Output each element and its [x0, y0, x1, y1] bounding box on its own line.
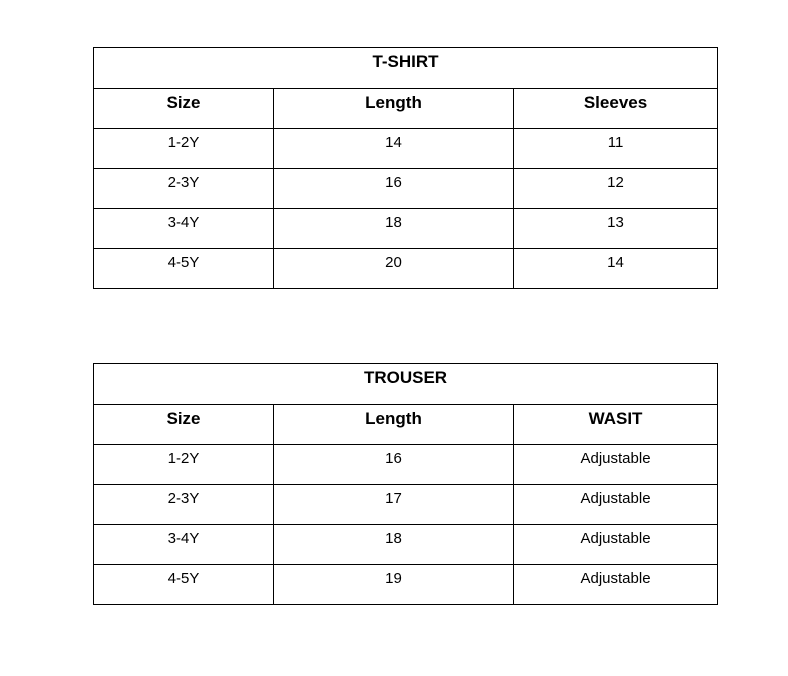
table-header-row [94, 89, 718, 129]
table-cell: 4-5Y [94, 249, 274, 289]
table-cell: Adjustable [514, 525, 718, 565]
table-cell: 14 [274, 129, 514, 169]
table-cell: 3-4Y [94, 209, 274, 249]
table-cell: 2-3Y [94, 169, 274, 209]
table-cell: 20 [274, 249, 514, 289]
table-title: TROUSER [94, 364, 718, 405]
table-cell: 14 [514, 249, 718, 289]
table-row [94, 169, 718, 209]
table-cell: 16 [274, 169, 514, 209]
table-row [94, 525, 718, 565]
column-header-size: Size [94, 405, 274, 445]
table-cell: Adjustable [514, 445, 718, 485]
column-header-size: Size [94, 89, 274, 129]
table-cell: 3-4Y [94, 525, 274, 565]
table-cell: 11 [514, 129, 718, 169]
table-cell: 1-2Y [94, 445, 274, 485]
table-cell: 16 [274, 445, 514, 485]
table-title-row [94, 48, 718, 89]
table-cell: 19 [274, 565, 514, 605]
table-row [94, 565, 718, 605]
table-cell: Adjustable [514, 565, 718, 605]
table-row [94, 445, 718, 485]
column-header-waist: WASIT [514, 405, 718, 445]
tshirt-size-table [93, 47, 718, 289]
table-cell: 18 [274, 209, 514, 249]
table-cell: 17 [274, 485, 514, 525]
table-cell: 18 [274, 525, 514, 565]
column-header-sleeves: Sleeves [514, 89, 718, 129]
table-title: T-SHIRT [94, 48, 718, 89]
table-row [94, 209, 718, 249]
table-row [94, 249, 718, 289]
table-cell: 1-2Y [94, 129, 274, 169]
table-cell: 4-5Y [94, 565, 274, 605]
table-cell: Adjustable [514, 485, 718, 525]
table-title-row [94, 364, 718, 405]
trouser-size-table [93, 363, 718, 605]
table-row [94, 129, 718, 169]
table-cell: 12 [514, 169, 718, 209]
table-header-row [94, 405, 718, 445]
table-cell: 2-3Y [94, 485, 274, 525]
table-row [94, 485, 718, 525]
column-header-length: Length [274, 89, 514, 129]
table-cell: 13 [514, 209, 718, 249]
column-header-length: Length [274, 405, 514, 445]
